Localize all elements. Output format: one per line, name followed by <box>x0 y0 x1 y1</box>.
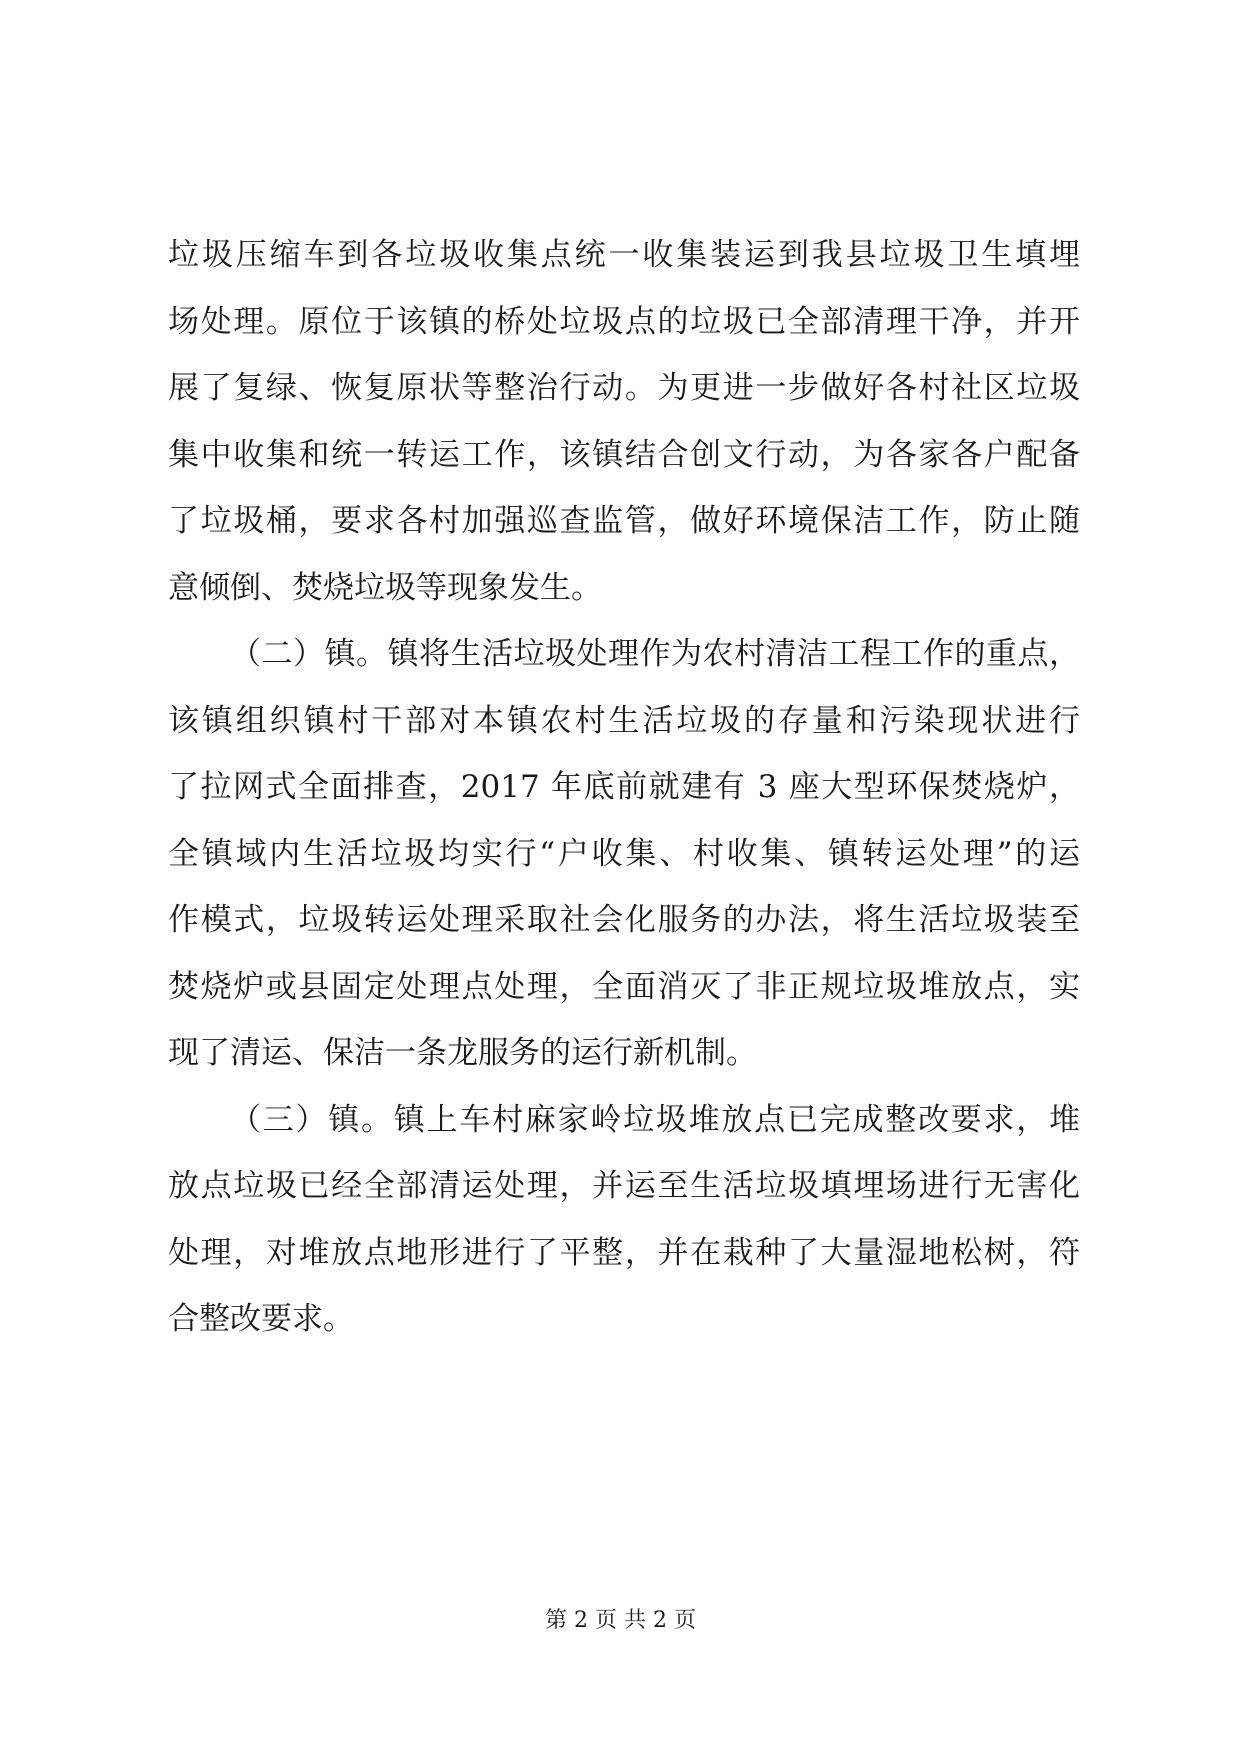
paragraph-line: 了垃圾桶，要求各村加强巡查监管，做好环境保洁工作，防止随 <box>168 503 1080 539</box>
paragraph-line: 意倾倒、焚烧垃圾等现象发生。 <box>168 569 602 606</box>
paragraph-line: 放点垃圾已经全部清运处理，并运至生活垃圾填埋场进行无害化 <box>168 1168 1080 1204</box>
paragraph-line: （二）镇。镇将生活垃圾处理作为农村清洁工程工作的重点， <box>230 636 1080 672</box>
paragraph-3 <box>168 1087 1080 1353</box>
paragraph-line: 垃圾压缩车到各垃圾收集点统一收集装运到我县垃圾卫生填埋 <box>168 237 1080 273</box>
paragraph-line: 该镇组织镇村干部对本镇农村生活垃圾的存量和污染现状进行 <box>168 702 1080 739</box>
paragraph-line: 焚烧炉或县固定处理点处理，全面消灭了非正规垃圾堆放点，实 <box>168 968 1080 1005</box>
paragraph-line: 展了复绿、恢复原状等整治行动。为更进一步做好各村社区垃圾 <box>168 370 1080 406</box>
paragraph-line: 了拉网式全面排查，2017 年底前就建有 3 座大型环保焚烧炉， <box>168 769 1080 805</box>
page-number-footer: 第 2 页 共 2 页 <box>545 1608 696 1633</box>
paragraph-line: 场处理。原位于该镇的桥处垃圾点的垃圾已全部清理干净，并开 <box>168 303 1080 340</box>
document-body <box>168 222 1080 1353</box>
paragraph-line: （三）镇。镇上车村麻家岭垃圾堆放点已完成整改要求，堆 <box>230 1101 1080 1138</box>
paragraph-1 <box>168 222 1080 621</box>
paragraph-2 <box>168 621 1080 1087</box>
paragraph-line: 现了清运、保洁一条龙服务的运行新机制。 <box>168 1035 757 1071</box>
paragraph-line: 作模式，垃圾转运处理采取社会化服务的办法，将生活垃圾装至 <box>168 902 1080 938</box>
paragraph-line: 合整改要求。 <box>168 1301 354 1337</box>
paragraph-line: 全镇域内生活垃圾均实行“户收集、村收集、镇转运处理”的运 <box>168 835 1080 872</box>
paragraph-line: 集中收集和统一转运工作，该镇结合创文行动，为各家各户配备 <box>168 436 1080 473</box>
paragraph-line: 处理，对堆放点地形进行了平整，并在栽种了大量湿地松树，符 <box>168 1234 1080 1271</box>
